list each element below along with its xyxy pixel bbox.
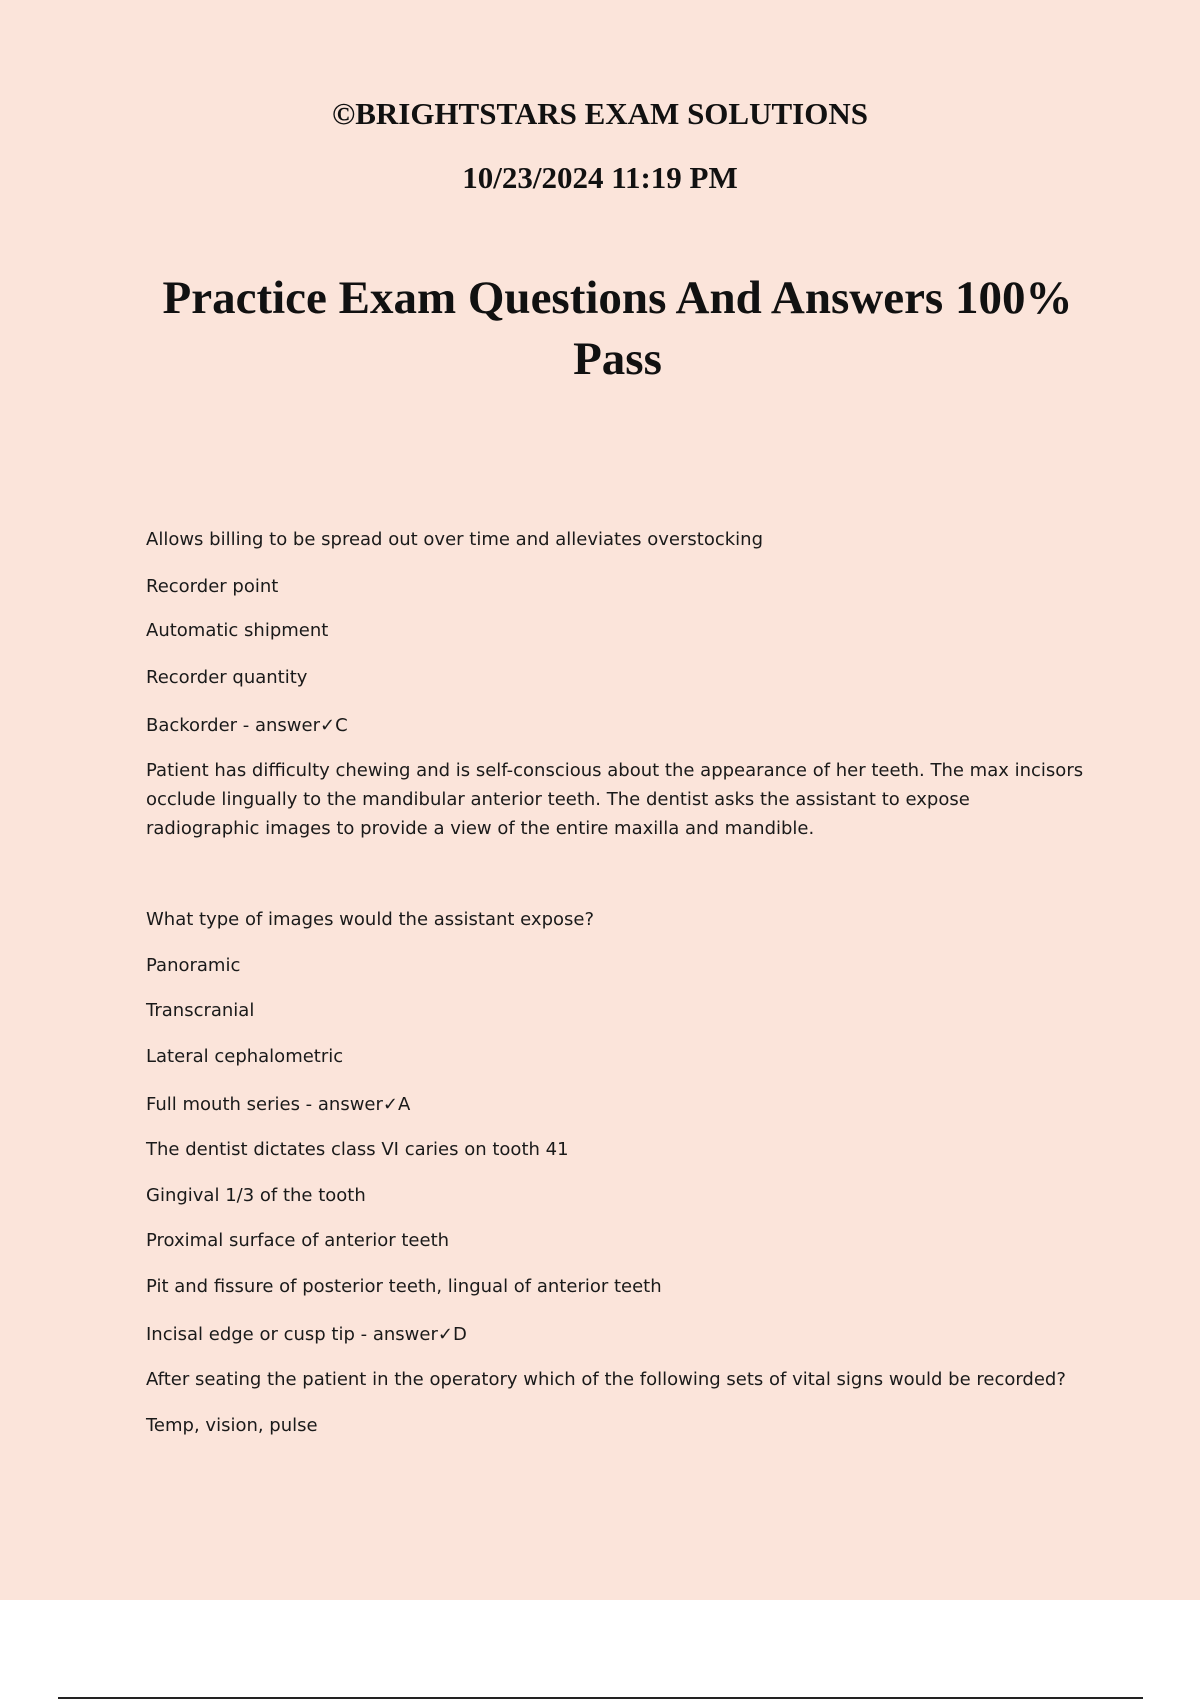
text-line-answer-3: Incisal edge or cusp tip - answer✓D — [146, 1324, 467, 1345]
document-title: Practice Exam Questions And Answers 100% Pass — [162, 272, 1073, 385]
text-line-option-2b: Transcranial — [146, 1000, 255, 1021]
footer-divider — [58, 1697, 1143, 1699]
document-datetime: 10/23/2024 11:19 PM — [462, 160, 738, 195]
text-line-answer-2: Full mouth series - answer✓A — [146, 1094, 411, 1115]
text-line-option-2a: Panoramic — [146, 955, 241, 976]
text-line-question-2-scenario: Patient has difficulty chewing and is self-conscious about the appearance of her teeth. The max incisors occlude lingually to the mandibular anterior teeth. The dentist asks the assistant to expose radiographic images to provide a view of the entire maxilla and mandible. — [146, 760, 1089, 839]
text-line-option-2c: Lateral cephalometric — [146, 1046, 344, 1067]
company-name: ©BRIGHTSTARS EXAM SOLUTIONS — [332, 96, 868, 131]
text-line-answer-1: Backorder - answer✓C — [146, 715, 348, 736]
text-line-option-1b: Automatic shipment — [146, 620, 329, 641]
text-line-option-1a: Recorder point — [146, 576, 279, 597]
text-line-option-4a: Temp, vision, pulse — [146, 1415, 318, 1436]
text-line-question-4: After seating the patient in the operatory which of the following sets of vital signs would be recorded? — [146, 1369, 1066, 1390]
text-line-option-3b: Proximal surface of anterior teeth — [146, 1230, 450, 1251]
text-line-option-3c: Pit and fissure of posterior teeth, lingual of anterior teeth — [146, 1276, 662, 1297]
text-line-option-3a: Gingival 1/3 of the tooth — [146, 1185, 366, 1206]
text-line-stem-1: Allows billing to be spread out over time and alleviates overstocking — [146, 529, 764, 550]
text-line-option-1c: Recorder quantity — [146, 667, 308, 688]
text-line-question-2: What type of images would the assistant expose? — [146, 909, 595, 930]
text-line-question-3: The dentist dictates class VI caries on tooth 41 — [146, 1139, 569, 1160]
